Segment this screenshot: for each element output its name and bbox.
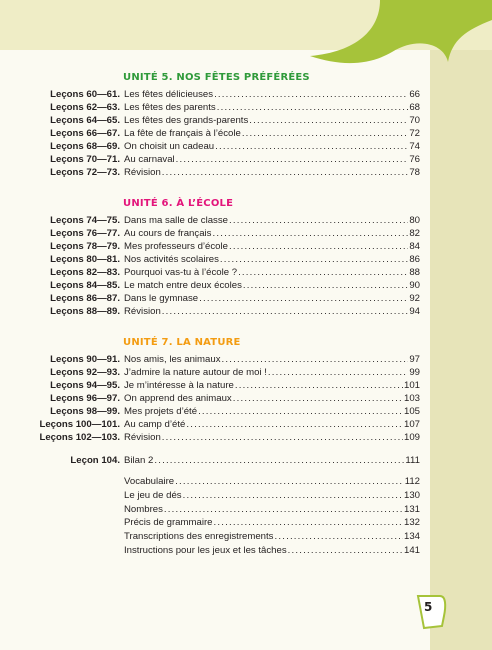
toc-row: [0, 405, 420, 418]
dot-leader: [217, 101, 409, 114]
lesson-number: Leçons 100—101.: [39, 419, 120, 430]
page-ref: 111: [405, 455, 420, 466]
toc-entry: [124, 266, 420, 279]
toc-row: [0, 88, 420, 101]
page-ref: 88: [409, 267, 420, 278]
lesson-number: Leçons 62—63.: [50, 102, 120, 113]
entry-title: Pourquoi vas-tu à l’école ?: [124, 267, 238, 278]
page-ref: 84: [409, 241, 420, 252]
toc-entry: [124, 127, 420, 140]
dot-leader: [215, 140, 408, 153]
dot-leader: [229, 214, 408, 227]
entry-title: Les fêtes des grands-parents: [124, 115, 249, 126]
toc-entry: [124, 166, 420, 179]
entry-title: Nos activités scolaires: [124, 254, 219, 265]
entry-title: Dans ma salle de classe: [124, 215, 228, 226]
dot-leader: [229, 240, 408, 253]
entry-title: Je m’intéresse à la nature: [124, 380, 234, 391]
lesson-number: Leçons 98—99.: [50, 406, 120, 417]
toc-row: [0, 240, 420, 253]
entry-title: On apprend des animaux: [124, 393, 232, 404]
entry-title: Mes professeurs d’école: [124, 241, 228, 252]
dot-leader: [186, 418, 403, 431]
toc-row: [0, 392, 420, 405]
lesson-number: Leçon 104.: [70, 455, 120, 466]
toc-entry: [124, 530, 420, 543]
toc-entry: [124, 379, 420, 392]
dot-leader: [212, 227, 408, 240]
lesson-number: Leçons 92—93.: [50, 367, 120, 378]
toc-entry: [124, 418, 420, 431]
toc-row: [0, 127, 420, 140]
dot-leader: [214, 516, 403, 529]
toc-entry: [124, 366, 420, 379]
lesson-number: Leçons 94—95.: [50, 380, 120, 391]
toc-entry: [124, 454, 420, 467]
page-ref: 112: [404, 476, 420, 487]
toc-row: [0, 166, 420, 179]
entry-title: Transcriptions des enregistrements: [124, 531, 274, 543]
page-ref: 101: [403, 380, 420, 391]
entry-title: Nos amis, les animaux: [124, 354, 221, 365]
toc-entry: [124, 88, 420, 101]
toc-entry: [124, 392, 420, 405]
dot-leader: [243, 279, 408, 292]
toc-entry: [124, 489, 420, 502]
right-margin-band: [430, 50, 492, 650]
page-number: 5: [424, 600, 433, 614]
entry-title: Révision: [124, 432, 161, 443]
dot-leader: [175, 475, 404, 488]
entry-title: Les fêtes des parents: [124, 102, 216, 113]
dot-leader: [235, 379, 403, 392]
entry-title: Bilan 2: [124, 455, 154, 466]
page-ref: 130: [403, 489, 420, 501]
dot-leader: [238, 266, 408, 279]
lesson-number: Leçons 86—87.: [50, 293, 120, 304]
lesson-number: Leçons 102—103.: [39, 432, 120, 443]
page-ref: 105: [403, 406, 420, 417]
lesson-number: Leçons 82—83.: [50, 267, 120, 278]
toc-row: [0, 101, 420, 114]
dot-leader: [288, 544, 403, 557]
toc-row: [0, 475, 420, 488]
page-ref: 66: [409, 89, 420, 100]
unit-heading: UNITÉ 7. LA NATURE: [123, 337, 241, 348]
dot-leader: [162, 166, 409, 179]
toc-row: [0, 516, 420, 529]
entry-title: Dans le gymnase: [124, 293, 199, 304]
lesson-number: Leçons 74—75.: [50, 215, 120, 226]
toc-row: [0, 530, 420, 543]
lesson-number: Leçons 90—91.: [50, 354, 120, 365]
toc-row: [0, 431, 420, 444]
page-ref: 90: [409, 280, 420, 291]
page-ref: 68: [409, 102, 420, 113]
lesson-number: Leçons 70—71.: [50, 154, 120, 165]
page-ref: 72: [409, 128, 420, 139]
entry-title: Mes projets d’été: [124, 406, 198, 417]
toc-entry: [124, 305, 420, 318]
toc-row: [0, 353, 420, 366]
page-ref: 86: [409, 254, 420, 265]
toc-row: [0, 114, 420, 127]
dot-leader: [199, 292, 408, 305]
toc-entry: [124, 101, 420, 114]
entry-title: J’admire la nature autour de moi !: [124, 367, 267, 378]
lesson-number: Leçons 66—67.: [50, 128, 120, 139]
dot-leader: [268, 366, 408, 379]
entry-title: Vocabulaire: [124, 476, 175, 487]
toc-row: [0, 489, 420, 502]
toc-entry: [124, 227, 420, 240]
page-ref: 97: [409, 354, 420, 365]
entry-title: Nombres: [124, 503, 163, 515]
toc-entry: [124, 292, 420, 305]
entry-title: Au cours de français: [124, 228, 212, 239]
toc-entry: [124, 253, 420, 266]
page-ref: 103: [403, 393, 420, 404]
entry-title: Précis de grammaire: [124, 517, 213, 529]
toc-row: [0, 253, 420, 266]
toc-entry: [124, 544, 420, 557]
toc-entry: [124, 431, 420, 444]
page-ref: 99: [409, 367, 420, 378]
dot-leader: [222, 353, 409, 366]
page-ref: 109: [403, 432, 420, 443]
toc-row: [0, 279, 420, 292]
entry-title: La fête de français à l’école: [124, 128, 241, 139]
dot-leader: [220, 253, 408, 266]
page-ref: 80: [409, 215, 420, 226]
toc-row: [0, 379, 420, 392]
lesson-number: Leçons 88—89.: [50, 306, 120, 317]
page-ref: 70: [409, 115, 420, 126]
entry-title: Le match entre deux écoles: [124, 280, 242, 291]
dot-leader: [242, 127, 409, 140]
toc-row: [0, 266, 420, 279]
entry-title: Au camp d’été: [124, 419, 186, 430]
dot-leader: [198, 405, 403, 418]
toc-entry: [124, 214, 420, 227]
toc-entry: [124, 114, 420, 127]
page-ref: 107: [403, 419, 420, 430]
toc-entry: [124, 405, 420, 418]
entry-title: Révision: [124, 306, 161, 317]
lesson-number: Leçons 64—65.: [50, 115, 120, 126]
lesson-number: Leçons 80—81.: [50, 254, 120, 265]
toc-row: [0, 454, 420, 467]
dot-leader: [274, 530, 403, 543]
toc-entry: [124, 279, 420, 292]
dot-leader: [183, 489, 403, 502]
dot-leader: [164, 503, 403, 516]
toc-row: [0, 305, 420, 318]
lesson-number: Leçons 96—97.: [50, 393, 120, 404]
lesson-number: Leçons 84—85.: [50, 280, 120, 291]
page-ref: 92: [409, 293, 420, 304]
entry-title: Instructions pour les jeux et les tâches: [124, 545, 287, 556]
dot-leader: [162, 305, 409, 318]
entry-title: Au carnaval: [124, 154, 175, 165]
toc-row: [0, 292, 420, 305]
toc-row: [0, 503, 420, 516]
dot-leader: [176, 153, 409, 166]
unit-heading: UNITÉ 6. À L’ÉCOLE: [123, 198, 234, 209]
toc-entry: [124, 140, 420, 153]
toc-entry: [124, 153, 420, 166]
lesson-number: Leçons 68—69.: [50, 141, 120, 152]
page-ref: 132: [403, 517, 420, 529]
dot-leader: [162, 431, 403, 444]
toc-row: [0, 227, 420, 240]
toc-row: [0, 153, 420, 166]
toc-entry: [124, 503, 420, 516]
lesson-number: Leçons 72—73.: [50, 167, 120, 178]
lesson-number: Leçons 78—79.: [50, 241, 120, 252]
toc-row: [0, 366, 420, 379]
toc-entry: [124, 475, 420, 488]
lesson-number: Leçons 76—77.: [50, 228, 120, 239]
page-ref: 141: [403, 545, 420, 556]
toc-entry: [124, 353, 420, 366]
page-ref: 131: [403, 503, 420, 515]
dot-leader: [154, 454, 404, 467]
page-ref: 94: [409, 306, 420, 317]
toc-row: [0, 214, 420, 227]
entry-title: Les fêtes délicieuses: [124, 89, 214, 100]
entry-title: On choisit un cadeau: [124, 141, 215, 152]
toc-entry: [124, 516, 420, 529]
page-ref: 134: [403, 531, 420, 543]
dot-leader: [233, 392, 403, 405]
lesson-number: Leçons 60—61.: [50, 89, 120, 100]
page-ref: 78: [409, 167, 420, 178]
page-ref: 82: [409, 228, 420, 239]
entry-title: Le jeu de dés: [124, 489, 182, 501]
entry-title: Révision: [124, 167, 161, 178]
dot-leader: [214, 88, 408, 101]
toc-row: [0, 544, 420, 557]
page-ref: 74: [409, 141, 420, 152]
dot-leader: [249, 114, 408, 127]
toc-row: [0, 140, 420, 153]
toc-row: [0, 418, 420, 431]
toc-entry: [124, 240, 420, 253]
unit-heading: UNITÉ 5. NOS FÊTES PRÉFÉRÉES: [123, 72, 310, 83]
page-ref: 76: [409, 154, 420, 165]
